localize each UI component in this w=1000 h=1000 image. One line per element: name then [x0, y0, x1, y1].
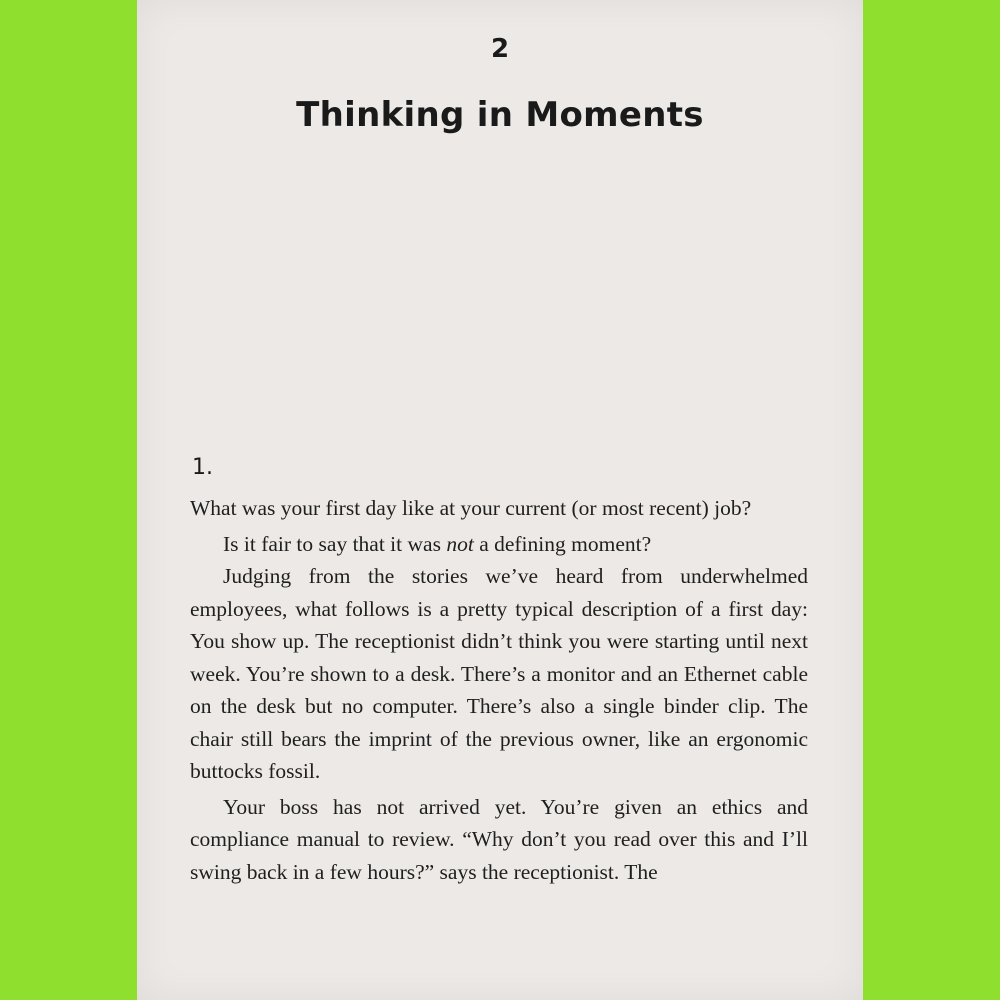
- paragraph-1: What was your first day like at your current (or most recent) job?: [190, 496, 752, 520]
- paragraph-2-start: Is it fair to say that it was: [223, 531, 447, 556]
- paragraph-2-end: a defining moment?: [473, 531, 652, 556]
- paragraph-3: Judging from the stories we’ve heard from underwhelmed employees, what follows is a pretty typical description of a first day: You show up. The receptionist didn’t think you were starting until next week. You’re shown to a desk. There’s a monitor and an Ethernet cable on the desk but no computer. There’s also a single binder clip. The chair still bears the imprint of the previous owner, like an ergonomic buttocks fossil.: [190, 564, 808, 783]
- body-text: [190, 492, 808, 888]
- show-through-text: [190, 0, 808, 470]
- paragraph-4: Your boss has not arrived yet. You’re given an ethics and compliance manual to review. “Why don’t you read over this and I’ll swing back in a few hours?” says the receptionist. The: [190, 794, 808, 884]
- section-number: 1.: [192, 455, 213, 480]
- chapter-title: Thinking in Moments: [296, 95, 704, 135]
- paragraph-2-emphasis: not: [446, 531, 474, 556]
- paragraph-2: [190, 528, 808, 561]
- chapter-number: 2: [490, 34, 510, 64]
- book-page: [137, 0, 863, 1000]
